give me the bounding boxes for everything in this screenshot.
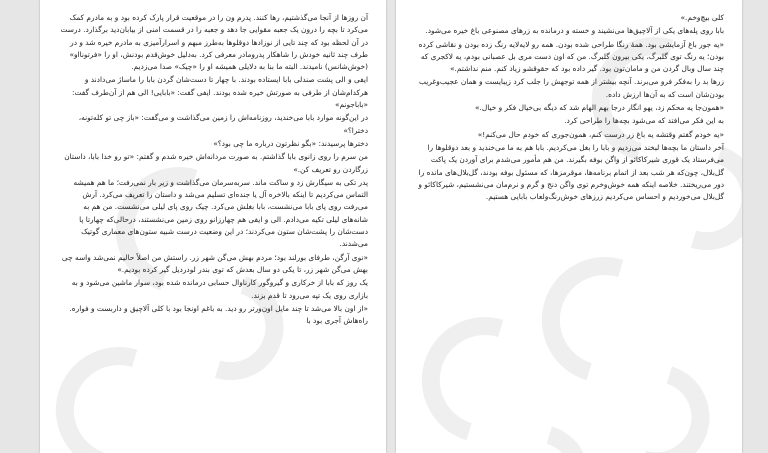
paragraph: آن روزها از آنجا می‌گذشتیم، رها کنند. پدرم ون را در موقعیت قرار پارک کرده بود و به مادرم کمک می‌کرد تا بچه را درون یک جعبه مقوایی جا دهد و جعبه را در قسمت امنی از بیابان‌دید برگذارد. درست در آن لحظه بود که چند تایی از نوزادها دوقلوها به‌طرز مبهم و اسرارآمیزی به مادرم خیره شد و در طرف چند ثانیه خودش را شاهکار پدرومادر معرفی کرد. به‌دلیل خوش‌قدم بودنش، او را «فرتونااو» (خوش‌شانس) نامیدند. البته ما بنا به دلایلی همیشه او را «چیک» صدا می‌زدیم. — [60, 13, 368, 72]
paragraph: یک روز که بابا از خرکاری و گیروگور کارناوال حسابی درمانده شده بود، سوار ماشین می‌شود و به بازاری روی یک تپه می‌رود تا قدم بزند. — [71, 278, 368, 300]
page-text — [414, 12, 724, 204]
paragraph: در این‌گونه موارد بابا می‌خندید، روزنامه‌اش را زمین می‌گذاشت و می‌گفت: «باز چی تو کله‌تونه، دخترا؟» — [78, 113, 368, 135]
paragraph: ایفی و الی پشت صندلی بابا ایستاده بودند. با چهار تا دست‌شان گردن بابا را ماساژ می‌دادند و هرکدام‌شان از طرفی به صورتش خیره شده بودند. ایفی گفت: «بابایی! الی هم از آن‌طرف گفت: «باباجونم» — [71, 75, 368, 110]
paragraph: «از اون بالا می‌شد تا چند مایل اون‌ورتر رو دید. به باغم اونجا بود با کلی آلاچیق و داربست و فواره. راه‌هاش آجری بود با — [69, 303, 368, 326]
paragraph: کلی بیچ‌وخم.» — [680, 13, 724, 22]
paragraph: دخترها پرسیدند: «بگو نظرتون درباره ما چی بود؟» — [213, 138, 368, 148]
paragraph: من سرم را روی زانوی بابا گذاشتم. به صورت مردانه‌اش خیره شدم و گفتم: «تو رو خدا بابا، داستان زرگاردن رو تعریف کن.» — [64, 152, 368, 174]
paragraph: «همون‌جا یه محکم زد، یهو انگار درجا بهم الهام شد که دیگه بی‌خیال فکر و خیال.» — [474, 103, 724, 113]
paragraph: «یه خودم گفتم وقتشه یه باغ زر درست کنم، همون‌جوری که خودم حال می‌کنم!» — [477, 129, 724, 139]
paragraph: پدر تکی به سیگارش زد و ساکت ماند. سربه‌سرمان می‌گذاشت و زیر بار نمی‌رفت؛ ما هم همیشه التماس می‌کردیم تا اینکه بالاخره آل یا جنده‌ای تسلیم می‌شد و داستان را تعریف می‌کرد. آرش می‌رفت روی پای بابا می‌نشست، بابا بغلش می‌کرد. چیک روی پای لیلی می‌نشست. من هم به شانه‌های لیلی تکیه می‌دادم. الی و ایفی هم چهارزانو روی زمین می‌نشستند، درحالی‌که چهارتا پا دست‌شان را پشت‌شان ستون می‌کردند؛ در این وضعیت درست شبیه ستون‌های معماری گوتیک می‌شدند. — [73, 177, 368, 249]
paragraph: «یه جور باغ آزمایشی بود. همهٔ رنگا طراحی شده بودن. همه رو لایه‌لایه رنگ زده بودن و نقاشی کرده بودن؛ یه رنگ توی گلبرگ، یکی بیرون گلبرگ. من که اون دست مری بل عصبانی بودم، یه لاکجری که چند سال وبال گردن من و مامان‌تون بود. گیر داده بود که حقوقشو زیاد کنم. منم نداشتم.» — [418, 39, 724, 74]
paragraph: «نوی آرگن، طرفای بورلند بود؛ مردم بهش می‌گن شهر زر. راستش من اصلاً حالیم نمی‌شد واسه چی بهش می‌گن شهر زر، تا یکی دو سال بعدش که توی بندر لودردیل گیر کرده بودیم.» — [61, 252, 368, 274]
paragraph: آخر داستان ما بچه‌ها لبخند می‌زدیم و بابا را بغل می‌کردیم. بابا هم به ما می‌خندید و بعد دوقلوها را می‌فرستاد یک قوری شیرکاکائو از واگن بوفه بگیرند. من هم مأمور می‌شدم برای آوردن یک پاکت گل‌بلال، چون‌که هر شب بعد از اتمام برنامه‌ها، موقرمزها، که مسئول بوفه بودند، گل‌بلال‌های مانده را دور می‌ریختند. خلاصه اینکه همه خوش‌وخرم توی واگن دنج و گرم و نرم‌مان می‌نشستیم، شیرکاکائو و گل‌بلال می‌خوردیم و احساس می‌کردیم زرزهای خوش‌رنگ‌ولعاب بابایی هستیم. — [418, 142, 724, 202]
book-page-left — [40, 0, 386, 453]
paragraph: به این فکر می‌افتد که می‌شود بچه‌ها را طراحی کرد. — [564, 116, 724, 126]
paragraph: زرها بد را به‌فکر فرو می‌برند. آنچه بیشتر از همه توجهش را جلب کرد زیبایست و همان عجیب‌وغریب بودن‌شان است که به آن‌ها ارزش داده. — [419, 77, 724, 99]
book-page-right — [396, 0, 742, 453]
paragraph: بابا روی پله‌های یکی از آلاچیق‌ها می‌نشیند و خسته و درمانده به زرهای مصنوعی باغ خیره می‌شود. — [425, 26, 724, 36]
page-text — [58, 12, 368, 328]
